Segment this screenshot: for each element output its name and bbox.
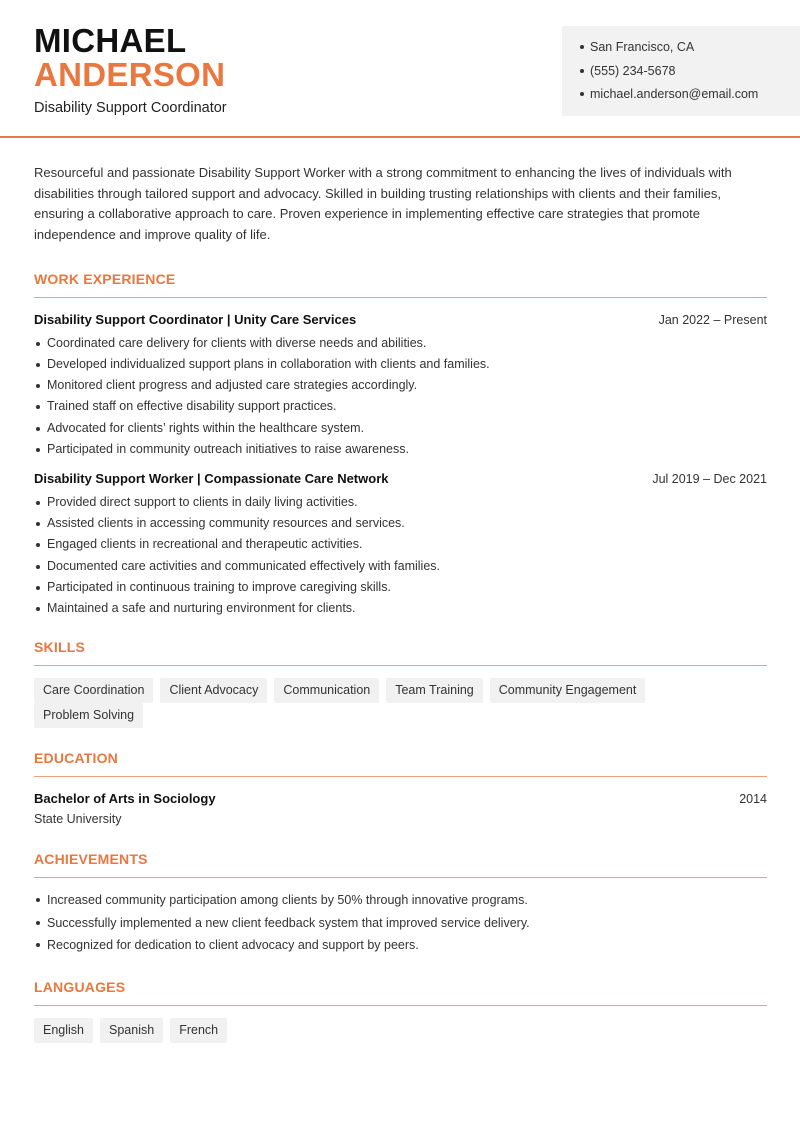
skills-heading: SKILLS: [34, 639, 767, 666]
list-item: Increased community participation among clients by 50% through innovative programs.: [34, 889, 767, 912]
job-bullets: [34, 333, 767, 460]
job-role: Disability Support Worker | Compassionate Care Network: [34, 471, 389, 487]
languages-tags: [34, 1018, 767, 1043]
contact-box: [562, 26, 800, 116]
job-bullets: [34, 492, 767, 619]
list-item: Provided direct support to clients in daily living activities.: [34, 492, 767, 513]
list-item: Engaged clients in recreational and therapeutic activities.: [34, 534, 767, 555]
language-tag: Spanish: [100, 1018, 163, 1043]
skill-tag: Team Training: [386, 678, 483, 703]
list-item: Participated in continuous training to improve caregiving skills.: [34, 577, 767, 598]
list-item: Developed individualized support plans in collaboration with clients and families.: [34, 354, 767, 375]
resume-body: [34, 138, 767, 1043]
job-role: Disability Support Coordinator | Unity Care Services: [34, 311, 357, 327]
list-item: Documented care activities and communicated effectively with families.: [34, 556, 767, 577]
degree: Bachelor of Arts in Sociology: [34, 791, 216, 807]
job-entry: [34, 471, 767, 619]
list-item: Recognized for dedication to client advocacy and support by peers.: [34, 934, 767, 957]
school: State University: [34, 812, 122, 827]
achievements-list: [34, 889, 767, 957]
language-tag: French: [170, 1018, 227, 1043]
last-name: ANDERSON: [34, 56, 226, 93]
achievements-section: [34, 851, 767, 957]
language-tag: English: [34, 1018, 93, 1043]
list-item: Coordinated care delivery for clients with diverse needs and abilities.: [34, 333, 767, 354]
job-entry: [34, 312, 767, 460]
work-experience-section: [34, 271, 767, 619]
list-item: Maintained a safe and nurturing environment for clients.: [34, 598, 767, 619]
graduation-year: 2014: [739, 792, 767, 807]
summary: Resourceful and passionate Disability Support Worker with a strong commitment to enhancing the lives of individuals with disabilities through tailored support and advocacy. Skilled in building trusting relationships with clients and their families, ensuring a collaborative approach to care. Proven experience in implementing effective care strategies that promote independence and improve quality of life.: [34, 165, 732, 243]
resume-header: [0, 0, 800, 138]
job-dates: Jul 2019 – Dec 2021: [652, 472, 767, 487]
list-item: Monitored client progress and adjusted care strategies accordingly.: [34, 375, 767, 396]
skill-tag: Community Engagement: [490, 678, 646, 703]
list-item: Advocated for clients’ rights within the healthcare system.: [34, 418, 767, 439]
job-title: Disability Support Coordinator: [34, 100, 227, 116]
languages-heading: LANGUAGES: [34, 979, 767, 1006]
list-item: Successfully implemented a new client feedback system that improved service delivery.: [34, 912, 767, 935]
skill-tag: Communication: [274, 678, 379, 703]
education-section: [34, 750, 767, 826]
list-item: Assisted clients in accessing community resources and services.: [34, 513, 767, 534]
languages-section: [34, 979, 767, 1043]
list-item: Participated in community outreach initiatives to raise awareness.: [34, 439, 767, 460]
skills-tags: [34, 678, 767, 728]
job-header: [34, 471, 767, 486]
first-name: MICHAEL: [34, 22, 187, 59]
skills-section: [34, 639, 767, 728]
work-experience-heading: WORK EXPERIENCE: [34, 271, 767, 298]
contact-phone: (555) 234-5678: [580, 62, 800, 86]
job-dates: Jan 2022 – Present: [658, 312, 767, 327]
contact-email[interactable]: michael.anderson@email.com: [580, 85, 800, 109]
contact-location: San Francisco, CA: [580, 38, 800, 62]
achievements-heading: ACHIEVEMENTS: [34, 851, 767, 878]
skill-tag: Problem Solving: [34, 703, 143, 728]
skill-tag: Client Advocacy: [160, 678, 267, 703]
education-header: [34, 791, 767, 806]
job-header: [34, 312, 767, 327]
list-item: Trained staff on effective disability support practices.: [34, 396, 767, 417]
skill-tag: Care Coordination: [34, 678, 153, 703]
education-heading: EDUCATION: [34, 750, 767, 777]
